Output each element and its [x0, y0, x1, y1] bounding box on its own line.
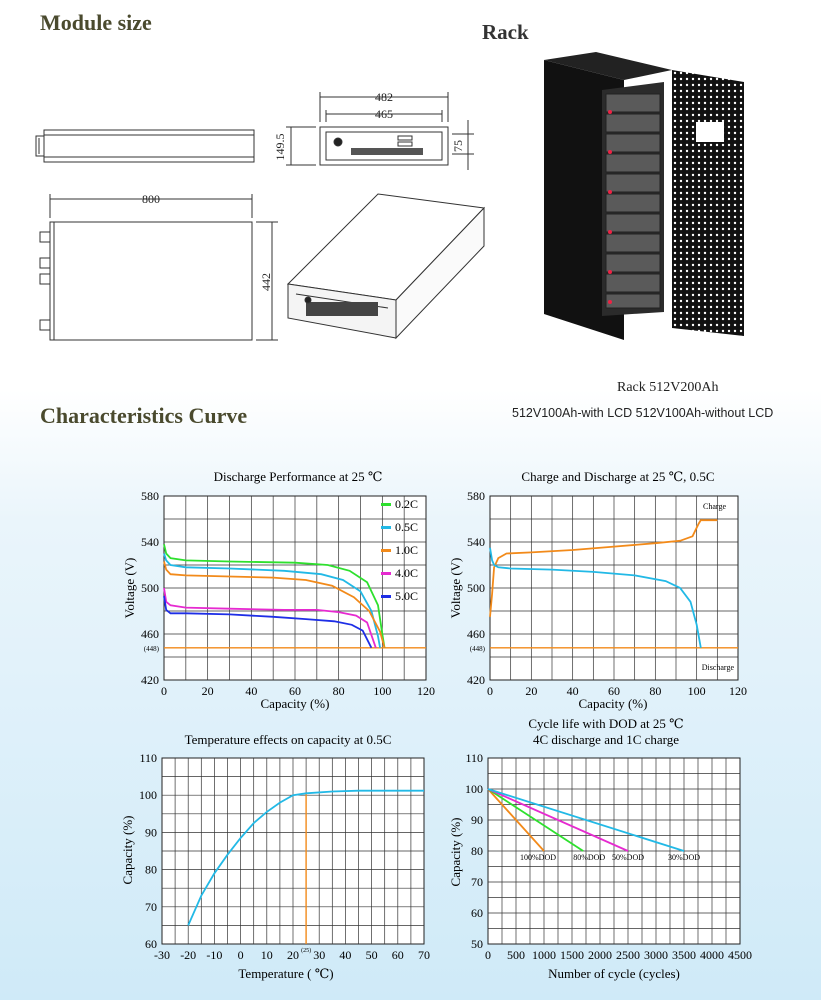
dim-depth: 442 [259, 273, 273, 291]
y-tick-label: 70 [145, 899, 157, 914]
y-tick-label: 580 [141, 489, 159, 503]
chart2-ylabel: Voltage (V) [448, 557, 463, 619]
y-tick-label: 460 [467, 627, 485, 641]
chart-cycle-life [448, 712, 768, 990]
dod-label: 100%DOD [520, 853, 556, 862]
charge-annotation: Charge [703, 502, 726, 511]
grid [162, 758, 424, 944]
dod-label: 30%DOD [668, 853, 700, 862]
x-tick-label: 100 [373, 684, 392, 698]
lcd-variants-caption: 512V100Ah-with LCD 512V100Ah-without LCD [512, 406, 774, 420]
legend-label: 5.0C [395, 589, 419, 603]
y-tick-label: 90 [471, 813, 483, 827]
legend-label: 0.5C [395, 520, 419, 534]
x-tick-label: 10 [260, 948, 273, 962]
rack-door [672, 70, 744, 336]
y-tick-label: 80 [471, 844, 483, 858]
y-tick-label: 60 [471, 906, 483, 920]
x-tick-label: 500 [507, 948, 525, 962]
x-tick-label: 50 [365, 948, 378, 962]
x-tick-label: 40 [245, 684, 258, 698]
rack-modules [606, 94, 660, 308]
chart2-xlabel: Capacity (%) [578, 696, 648, 711]
x-tick-label: 70 [418, 948, 430, 962]
module-isometric-view [288, 194, 484, 338]
legend-swatch [381, 503, 391, 506]
x-tick-label: -20 [180, 948, 197, 962]
legend-swatch [381, 526, 391, 529]
y-tick-label: 460 [141, 627, 159, 641]
rack-door-window [696, 122, 724, 142]
x-tick-label: 3500 [672, 948, 696, 962]
y-tick-label: 500 [467, 581, 485, 595]
x-tick-label: 1000 [532, 948, 556, 962]
x-tick-label: 80 [649, 684, 662, 698]
x-tick-label: 20 [525, 684, 538, 698]
y-tick-label: 110 [139, 751, 157, 765]
dim-length: 800 [142, 192, 160, 206]
y-tick-label: 70 [471, 875, 483, 889]
y-tick-label: 100 [465, 782, 483, 796]
x-tick-label: 60 [289, 684, 301, 698]
module-size-heading: Module size [40, 10, 152, 35]
rack-drawing [540, 52, 762, 340]
chart-discharge-performance [120, 462, 440, 717]
x-tick-label: 60 [391, 948, 404, 962]
y-tick-label: 500 [141, 581, 159, 595]
chart1-title: Discharge Performance at 25 ℃ [213, 469, 383, 484]
module-side-view [36, 130, 254, 162]
x-tick-label: 3000 [644, 948, 668, 962]
y-tick-label: 80 [145, 862, 157, 877]
rack-model-caption: Rack 512V200Ah [617, 380, 719, 395]
chart4-title: Cycle life with DOD at 25 ℃ [528, 716, 684, 731]
cutoff-voltage-label: (448) [469, 644, 485, 653]
dim-width-inner: 465 [375, 107, 393, 121]
x-tick-label: 20 [287, 948, 299, 962]
y-tick-label: 60 [145, 937, 157, 951]
dim-height-left: 149.5 [273, 133, 287, 161]
cutoff-voltage-label: (448) [143, 644, 159, 653]
chart3-ylabel: Capacity (%) [120, 815, 135, 885]
chart1-ylabel: Voltage (V) [122, 557, 137, 619]
x-tick-label: 0 [161, 684, 167, 698]
dod-label: 50%DOD [612, 853, 644, 862]
chart2-title: Charge and Discharge at 25 ℃, 0.5C [521, 469, 715, 484]
dim-height-right: 75 [451, 140, 465, 152]
module-drawing [6, 62, 516, 384]
x-tick-label: -10 [206, 948, 223, 962]
chart3-title: Temperature effects on capacity at 0.5C [184, 732, 392, 747]
x-tick-label: 100 [687, 684, 706, 698]
x-tick-label: 80 [332, 684, 345, 698]
x-tick-label: 4500 [728, 948, 752, 962]
y-tick-label: 110 [465, 751, 483, 765]
x-tick-label: 40 [339, 948, 352, 962]
y-tick-label: 540 [141, 535, 159, 549]
legend-swatch [381, 572, 391, 575]
legend-label: 4.0C [395, 566, 419, 580]
x-tick-label: 30 [313, 948, 326, 962]
x-tick-label: 60 [608, 684, 620, 698]
x-tick-label: 0 [485, 948, 491, 962]
x-tick-label: 120 [417, 684, 435, 698]
y-tick-label: 580 [467, 489, 485, 503]
chart1-xlabel: Capacity (%) [260, 696, 330, 711]
x-tick-label: 40 [566, 684, 579, 698]
x-tick-label: 20 [201, 684, 214, 698]
y-tick-label: 50 [471, 937, 483, 951]
x-tick-label: -30 [154, 948, 170, 962]
x-tick-label: 120 [729, 684, 747, 698]
discharge-annotation: Discharge [701, 663, 734, 672]
x-tick-label: 0 [237, 948, 244, 962]
dim-width-outer: 482 [375, 90, 393, 104]
legend-swatch [381, 549, 391, 552]
y-tick-label: 420 [467, 673, 485, 687]
y-tick-label: 90 [145, 825, 157, 840]
characteristics-heading: Characteristics Curve [40, 403, 248, 428]
rack-heading: Rack [482, 20, 529, 44]
legend-label: 0.2C [395, 497, 419, 511]
chart4-xlabel: Number of cycle (cycles) [548, 966, 680, 981]
x-tick-label: 2500 [616, 948, 640, 962]
chart4-subtitle: 4C discharge and 1C charge [532, 732, 680, 747]
x-tick-label: 2000 [588, 948, 612, 962]
legend-label: 1.0C [395, 543, 419, 557]
chart4-ylabel: Capacity (%) [448, 817, 463, 887]
chart-charge-discharge [448, 462, 768, 717]
y-tick-label: 100 [139, 788, 157, 803]
chart3-xlabel: Temperature ( ℃) [238, 966, 334, 981]
reference-temperature-label: (25) [301, 948, 312, 954]
x-tick-label: 4000 [700, 948, 724, 962]
module-top-view [40, 194, 278, 340]
y-tick-label: 540 [467, 535, 485, 549]
x-tick-label: 1500 [560, 948, 584, 962]
chart-temperature-effects [118, 726, 438, 990]
y-tick-label: 420 [141, 673, 159, 687]
dod-label: 80%DOD [573, 853, 606, 862]
legend-swatch [381, 595, 391, 598]
x-tick-label: 0 [487, 684, 493, 698]
